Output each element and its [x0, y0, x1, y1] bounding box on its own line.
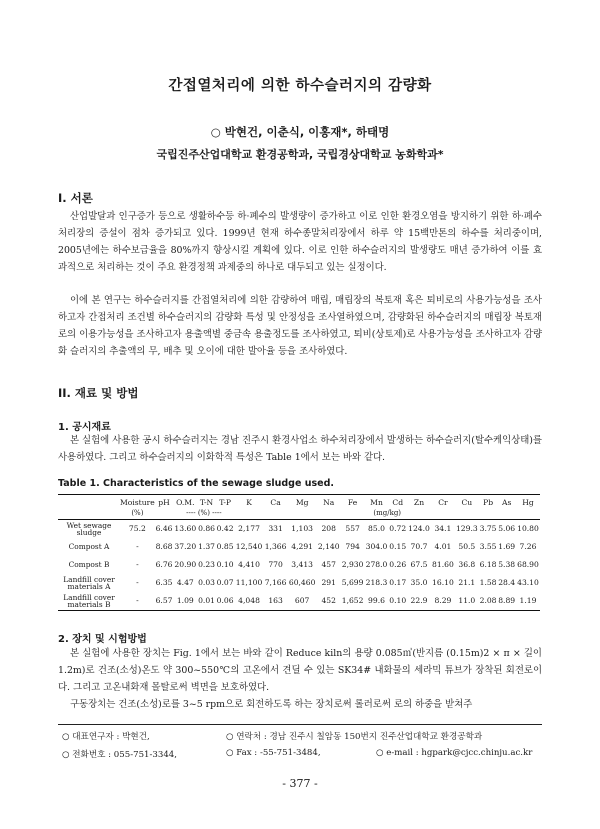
table-cell: 4.47 — [176, 578, 194, 587]
table-cell: 218.3 — [365, 578, 388, 587]
table-cell: 4.01 — [434, 542, 452, 551]
unit-mgkg: (mg/kg) — [234, 508, 540, 520]
table-cell: 770 — [268, 560, 283, 569]
table-cell: 331 — [268, 524, 283, 533]
row-label: Compost A — [68, 542, 110, 552]
table-cell: 5,699 — [341, 578, 364, 587]
column-header: Cu — [455, 495, 479, 509]
table-cell: 1.69 — [498, 542, 516, 551]
column-header: Ca — [264, 495, 288, 509]
paper-title: 간접열처리에 의한 하수슬러지의 감량화 — [168, 78, 432, 94]
apparatus-paragraph-2: 구동장치는 건조(소성)로를 3~5 rpm으로 회전하도록 하는 장치로써 롤러로써 로의 하중을 받쳐주 — [70, 699, 473, 710]
table-cell: 1,366 — [264, 542, 287, 551]
table-cell: 35.0 — [410, 578, 428, 587]
table-cell: 0.17 — [389, 578, 407, 587]
table-cell: 70.7 — [410, 542, 428, 551]
table-cell: 2,930 — [341, 560, 364, 569]
table-cell: 0.86 — [198, 524, 215, 533]
table-cell: - — [136, 560, 139, 569]
table-cell: 11,100 — [235, 578, 263, 587]
table-cell: 0.07 — [216, 578, 234, 587]
table-cell: 13.60 — [174, 524, 197, 533]
table-row — [58, 574, 540, 592]
table-cell: 3,413 — [291, 560, 314, 569]
table-cell: 4,291 — [291, 542, 314, 551]
apparatus-paragraph-1: 본 실험에 사용한 장치는 Fig. 1에서 보는 바와 같이 Reduce kiln의 용량 0.085㎥(반지름 (0.15m)2 × π × 길이 1.2m)로 건조(소성)온도 약 300~550℃의 고온에서 견딜 수 있는 SK34# 내화물의 세라믹 튜브가 장착된 회전로이다. 그리고 고온내화재 몰탈로써 벽면을 보호하였다. — [58, 648, 542, 693]
table-cell: 16.10 — [432, 578, 454, 587]
column-header: T-P — [216, 495, 235, 509]
table-cell: 50.5 — [458, 542, 476, 551]
table-cell: 5.06 — [498, 524, 516, 533]
table-cell: 124.0 — [408, 524, 430, 533]
table-cell: 1.58 — [479, 578, 497, 587]
footnote-contact: ○ 연락처 : 경남 진주시 칠암동 150번지 진주산업대학교 환경공학과 — [226, 732, 483, 742]
column-header: Na — [317, 495, 341, 509]
unit-percent: ---- (%) ---- — [173, 508, 234, 520]
table-header-row — [58, 495, 540, 509]
section-heading-introduction: I. 서론 — [58, 191, 93, 205]
row-label: Compost B — [68, 560, 110, 570]
table-cell: 11.0 — [455, 592, 479, 611]
table-cell: 0.72 — [389, 524, 407, 533]
column-header: As — [497, 495, 516, 509]
table-cell: 22.9 — [407, 592, 431, 611]
table-cell: 3.75 — [479, 524, 497, 533]
column-header: K — [234, 495, 263, 509]
table-cell: 208 — [321, 524, 336, 533]
table-cell: 81.60 — [432, 560, 454, 569]
table-cell: 278.0 — [365, 560, 388, 569]
table-cell: 0.06 — [216, 592, 235, 611]
table-cell: 10.80 — [517, 524, 539, 533]
table-unit-row — [58, 508, 540, 520]
table-cell: 67.5 — [410, 560, 428, 569]
table-row — [58, 592, 540, 611]
table-cell: 1,103 — [291, 524, 314, 533]
table-cell: 0.42 — [216, 524, 234, 533]
column-header: Cr — [431, 495, 455, 509]
table-cell: 0.01 — [197, 592, 216, 611]
table-body — [58, 520, 540, 611]
affiliation: 국립진주산업대학교 환경공학과, 국립경상대학교 농화학과* — [156, 148, 444, 161]
table-cell: 304.0 — [365, 542, 388, 551]
table-cell: 6.76 — [155, 560, 173, 569]
table-cell: 68.90 — [517, 560, 539, 569]
table-cell: 1,652 — [341, 592, 365, 611]
footnote-email: ○ e-mail : hgpark@cjcc.chinju.ac.kr — [376, 748, 533, 758]
footnote-fax: ○ Fax : -55-751-3484, — [226, 748, 321, 758]
intro-paragraph-1: 산업발달과 인구증가 등으로 생활하수등 하·폐수의 발생량이 증가하고 이로 인한 환경오염을 방지하기 위한 하·폐수처리장의 증설이 점차 증가되고 있다. 1999년 현재 하수종말처리장에서 하루 약 15백만톤의 하수를 처리중이며, 2005년에는 하수보급율을 80%까지 향상시킬 계획에 있다. 이로 인한 하수슬러지의 발생량도 매년 증가하여 이를 효과적으로 처리하는 것이 주요 환경정책 과제중의 하나로 대두되고 있는 실정이다. — [58, 211, 542, 273]
table-cell: 37.20 — [174, 542, 197, 551]
table-cell: 5.38 — [498, 560, 516, 569]
table-cell: 0.23 — [198, 560, 215, 569]
unit-moisture: (%) — [120, 508, 155, 520]
table-cell: 8.89 — [497, 592, 516, 611]
column-header: Pb — [479, 495, 498, 509]
column-header: T-N — [197, 495, 216, 509]
column-header: Mn — [365, 495, 389, 509]
row-label: Landfill cover materials A — [63, 574, 115, 591]
table-cell: - — [136, 542, 139, 551]
table-cell: 7.26 — [519, 542, 537, 551]
table-row — [58, 556, 540, 574]
row-label: Wet sewage sludge — [66, 520, 112, 537]
table-cell: 1.09 — [173, 592, 197, 611]
table-cell: 0.85 — [216, 542, 234, 551]
table-cell: 36.8 — [458, 560, 476, 569]
table-cell: 99.6 — [365, 592, 389, 611]
table-cell: 0.03 — [198, 578, 215, 587]
column-header: Fe — [341, 495, 365, 509]
footnote-phone: ○ 전화번호 : 055-751-3344, — [62, 750, 178, 760]
table-cell: 2,140 — [317, 542, 340, 551]
table-cell: 0.10 — [216, 560, 234, 569]
column-header — [58, 495, 120, 509]
table-cell: 8.68 — [155, 542, 173, 551]
table-cell: 85.0 — [368, 524, 385, 533]
table-cell: 291 — [321, 578, 336, 587]
section-heading-methods: II. 재료 및 방법 — [58, 386, 139, 400]
table-cell: 6.35 — [155, 578, 173, 587]
table-cell: 6.57 — [155, 592, 174, 611]
table-cell: 1.19 — [516, 592, 540, 611]
footnote-lead-researcher: ○ 대표연구자 : 박현건, — [62, 732, 150, 742]
table-cell: 557 — [345, 524, 360, 533]
table-cell: 20.90 — [174, 560, 197, 569]
column-header: pH — [155, 495, 174, 509]
table-cell: 8.29 — [431, 592, 455, 611]
intro-paragraph-2: 이에 본 연구는 하수슬러지를 간접열처리에 의한 감량하여 매립, 매립장의 복토재 혹은 퇴비로의 사용가능성을 조사하고자 간접처리 조건별 하수슬러지의 감량화 특성 및 안정성을 조사열하였으며, 감량화된 하수슬러지의 매립장 복토재로의 이용가능성을 조사하고자 용출액별 중금속 용출정도를 조사하였고, 퇴비(상토제)로 사용가능성을 조사하고자 감량화 슬러지의 추출액의 무, 배추 및 오이에 대한 발아율 등을 조사하였다. — [58, 295, 542, 357]
author-list: ○ 박현건, 이춘식, 이홍재*, 하태명 — [210, 125, 390, 139]
subsection-heading-apparatus: 2. 장치 및 시험방법 — [58, 634, 147, 645]
table-cell: 457 — [321, 560, 336, 569]
table-cell: 28.4 — [498, 578, 516, 587]
table-cell: 12,540 — [235, 542, 263, 551]
footnote-divider — [58, 724, 542, 725]
table-cell: 0.26 — [389, 560, 407, 569]
column-header: O.M. — [173, 495, 197, 509]
column-header: Zn — [407, 495, 431, 509]
table-cell: 794 — [345, 542, 360, 551]
table-cell: 6.46 — [155, 524, 173, 533]
table-cell: 2,177 — [238, 524, 260, 533]
table-row — [58, 538, 540, 556]
materials-paragraph: 본 실험에 사용한 공시 하수슬러지는 경남 진주시 환경사업소 하수처리장에서 발생하는 하수슬러지(탈수케익상태)를 사용하였다. 그리고 하수슬러지의 이화학적 특성은 Table 1에서 보는 바와 같다. — [58, 435, 542, 463]
table-cell: 21.1 — [458, 578, 476, 587]
table-cell: 0.15 — [389, 542, 407, 551]
subsection-heading-materials: 1. 공시재료 — [58, 422, 111, 433]
table-cell: 0.10 — [388, 592, 407, 611]
table-cell: 60,460 — [288, 578, 316, 587]
row-label: Landfill cover materials B — [58, 592, 120, 611]
table-cell: 163 — [264, 592, 288, 611]
table-cell: 452 — [317, 592, 341, 611]
column-header: Hg — [516, 495, 540, 509]
table-cell: 4,410 — [238, 560, 260, 569]
table-cell: 75.2 — [128, 524, 146, 533]
table-cell: 4,048 — [234, 592, 263, 611]
table-caption: Table 1. Characteristics of the sewage sludge used. — [58, 478, 334, 489]
table-cell: 2.08 — [479, 592, 498, 611]
table-cell: 34.1 — [434, 524, 452, 533]
column-header: Cd — [388, 495, 407, 509]
column-header: Moisture — [120, 495, 155, 509]
page-number: - 377 - — [282, 777, 318, 790]
table-cell: 6.18 — [479, 560, 497, 569]
table-cell: 607 — [288, 592, 317, 611]
table-cell: - — [120, 592, 155, 611]
table-cell: 7,166 — [264, 578, 287, 587]
table-cell: 3.55 — [479, 542, 497, 551]
table-cell: 43.10 — [517, 578, 539, 587]
table-row — [58, 520, 540, 539]
column-header: Mg — [288, 495, 317, 509]
table-cell: - — [136, 578, 139, 587]
table-cell: 1.37 — [198, 542, 215, 551]
characteristics-table — [58, 494, 540, 611]
table-cell: 129.3 — [455, 524, 478, 533]
